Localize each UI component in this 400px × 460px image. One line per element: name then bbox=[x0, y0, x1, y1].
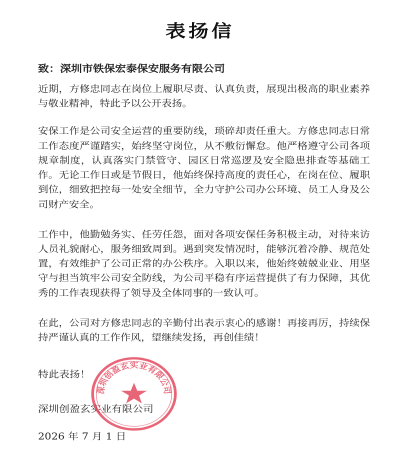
paragraph-2: 安保工作是公司安全运营的重要防线，琐碎却责任重大。方修忠同志日常工作态度严谨踏实，始终坚守岗位，从不敷衍懈怠。他严格遵守公司各项规章制度，认真落实门禁管守、园区日常巡逻及安全隐患排查等基础工作。无论工作日或是节假日，他始终保持高度的责任心，在岗在位、履职到位，细致把控每一处安全细节，全力守护公司办公环境、员工人身及公司财产安全。 bbox=[38, 126, 370, 210]
paragraph-4: 在此，公司对方修忠同志的辛勤付出表示衷心的感谢！再接再厉，持续保持严谨认真的工作作风，望继续发扬，再创佳绩！ bbox=[38, 318, 370, 344]
paragraph-3: 工作中，他勤勉务实、任劳任怨，面对各项安保任务积极主动，对待来访人员礼貌耐心，服务细致周到。遇到突发情况时，能够沉着冷静、规范处置，有效维护了公司正常的办公秩序。入职以来，他始终兢兢业业、用坚守与担当筑牢公司安全防线，为公司平稳有序运营提供了有力保障，其优秀的工作表现获得了领导及全体同事的一致认可。 bbox=[38, 229, 370, 299]
paragraph-1: 近期，方修忠同志在岗位上履职尽责、认真负责，展现出极高的职业素养与敬业精神，特此予以公开表扬。 bbox=[38, 84, 370, 110]
seal-star-icon bbox=[121, 383, 147, 404]
letter-title: 表扬信 bbox=[165, 20, 235, 42]
svg-text:深圳创盈玄实业有限公司: 深圳创盈玄实业有限公司 bbox=[94, 360, 174, 395]
company-signature: 深圳创盈玄实业有限公司 bbox=[38, 404, 154, 415]
letter-date: 2026 年 7 月 1 日 bbox=[38, 431, 127, 443]
letter-addressee: 致：深圳市铁保宏泰保安服务有限公司 bbox=[38, 63, 225, 75]
company-seal-stamp bbox=[88, 354, 180, 433]
letter-closing: 特此表扬！ bbox=[38, 369, 91, 381]
